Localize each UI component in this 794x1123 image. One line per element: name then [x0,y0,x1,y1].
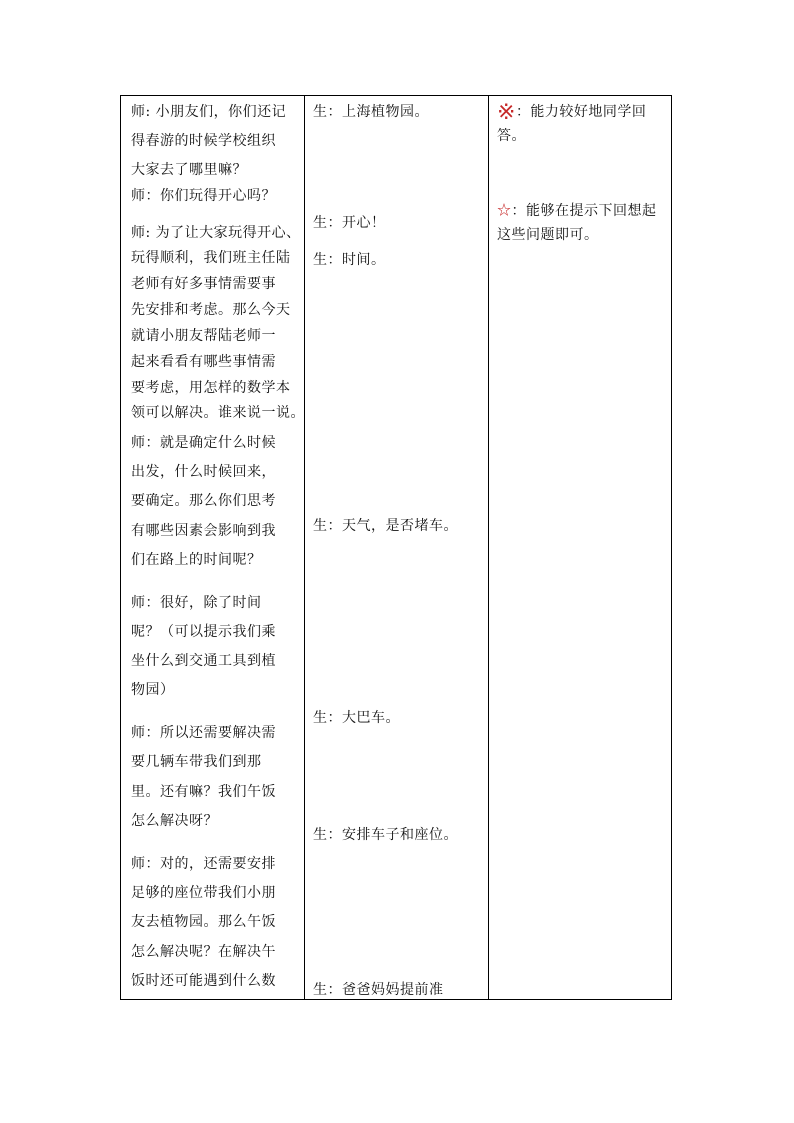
teacher-line: 师：所以还需要解决需 [131,725,276,741]
teacher-line: 物园） [131,682,175,698]
column-divider-1 [304,96,305,999]
teacher-line: 玩得顺利，我们班主任陆 [131,250,291,266]
teacher-line: 出发，什么时候回来， [131,464,276,480]
teacher-line: 先安排和考虑。那么今天 [131,302,291,318]
teacher-line: 坐什么到交通工具到植 [131,653,276,669]
student-response: 生：大巴车。 [313,710,400,726]
teacher-line: 起来看看有哪些事情需 [131,354,276,370]
teacher-line: 友去植物园。那么午饭 [131,914,276,930]
teacher-line: 就请小朋友帮陆老师一 [131,328,276,344]
teacher-line: 师：对的，还需要安排 [131,856,276,872]
teacher-line: 呢？（可以提示我们乘 [131,624,276,640]
teacher-line: 师：就是确定什么时候 [131,435,276,451]
note-line: ☆：能够在提示下回想起 [497,203,657,219]
student-response: 生：时间。 [313,252,386,268]
teacher-line: 得春游的时候学校组织 [131,133,276,149]
teacher-line: 里。还有嘛？我们午饭 [131,784,276,800]
teacher-line: 老师有好多事情需要事 [131,276,276,292]
teacher-line: 师：你们玩得开心吗？ [131,188,276,204]
teacher-line: 有哪些因素会影响到我 [131,523,276,539]
student-response: 生：安排车子和座位。 [313,827,458,843]
teacher-line: 饭时还可能遇到什么数 [131,973,276,989]
teacher-line: 要确定。那么你们思考 [131,493,276,509]
student-response: 生：天气，是否堵车。 [313,518,458,534]
note-line: 答。 [497,128,526,144]
teacher-line: 领可以解决。谁来说一说。 [131,405,305,421]
teacher-line: 足够的座位带我们小朋 [131,885,276,901]
reference-mark-icon: ※ [497,100,516,125]
column-divider-2 [488,96,489,999]
star-icon: ☆ [497,203,512,219]
student-response: 生：开心！ [313,215,386,231]
student-response: 生：爸爸妈妈提前准 [313,982,444,998]
teacher-line: 大家去了哪里嘛？ [131,162,247,178]
teacher-line: 师: 小朋友们，你们还记 [131,104,287,120]
teacher-line: 要几辆车带我们到那 [131,754,262,770]
note-line: ※：能力较好地同学回 [497,100,647,125]
teacher-line: 师：很好，除了时间 [131,595,262,611]
student-response: 生：上海植物园。 [313,104,429,120]
lesson-plan-table [120,95,672,1000]
teacher-line: 怎么解决呀？ [131,813,218,829]
note-line: 这些问题即可。 [497,227,599,243]
teacher-line: 们在路上的时间呢？ [131,552,262,568]
teacher-line: 要考虑，用怎样的数学本 [131,380,291,396]
teacher-line: 师: 为了让大家玩得开心、 [131,225,301,241]
teacher-line: 怎么解决呢？在解决午 [131,944,276,960]
